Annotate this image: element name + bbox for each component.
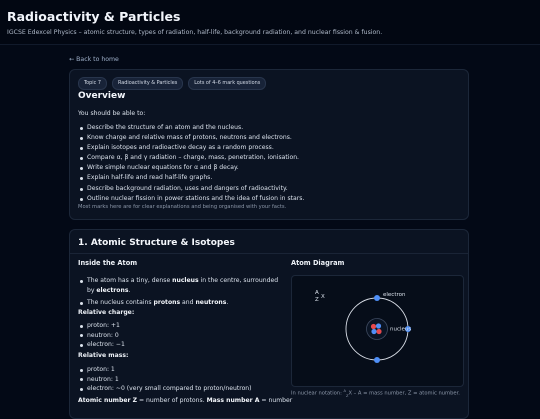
nuclear-notation-caption: In nuclear notation: $^A_Z$X – A = mass number, Z = atomic number.: [291, 389, 460, 398]
list-item: Write simple nuclear equations for α and β decay.: [78, 163, 304, 173]
overview-heading: Overview: [78, 91, 126, 101]
list-item: electron: ~0 (very small compared to proton/neutron): [78, 384, 293, 394]
list-item: Describe background radiation, uses and dangers of radioactivity.: [78, 184, 304, 194]
list-item: Compare α, β and γ radiation – charge, mass, penetration, ionisation.: [78, 153, 304, 163]
relative-mass-label: Relative mass:: [78, 352, 129, 359]
overview-card: [69, 69, 469, 220]
inside-atom-heading: Inside the Atom: [78, 259, 138, 267]
nucleus-outline: [367, 319, 388, 340]
back-to-home-link[interactable]: ← Back to home: [69, 56, 119, 63]
overview-intro: You should be able to:: [78, 110, 146, 117]
section-divider: [70, 253, 468, 254]
notation-z-label: Z: [315, 297, 319, 303]
objectives-list: [78, 123, 304, 204]
atom-diagram: [291, 275, 464, 387]
list-item: The atom has a tiny, dense nucleus in the centre, surrounded by electrons.: [78, 276, 283, 295]
proton-dot: [371, 324, 376, 329]
list-item: electron: −1: [78, 340, 125, 350]
chip-topic-name: Radioactivity & Particles: [112, 77, 183, 90]
notation-a-label: A: [315, 290, 319, 296]
list-item: Explain half-life and read half-life graphs.: [78, 173, 304, 183]
list-item: proton: 1: [78, 365, 293, 375]
list-item: The nucleus contains protons and neutrons.: [78, 298, 283, 308]
list-item: Outline nuclear fission in power stations and the idea of fusion in stars.: [78, 194, 304, 204]
relative-charge-label: Relative charge:: [78, 309, 135, 316]
list-item: Explain isotopes and radioactive decay as a random process.: [78, 143, 304, 153]
proton-dot: [376, 329, 381, 334]
list-item: Describe the structure of an atom and the nucleus.: [78, 123, 304, 133]
electron-dot: [374, 357, 380, 363]
list-item: proton: +1: [78, 321, 125, 331]
list-item: neutron: 1: [78, 375, 293, 385]
nucleus-list: [78, 276, 283, 308]
notation-x-label: X: [321, 294, 325, 300]
chip-topic-number: Topic 7: [78, 77, 107, 90]
section-heading: 1. Atomic Structure & Isotopes: [78, 238, 235, 248]
atomic-structure-card: [69, 229, 469, 419]
list-item: neutron: 0: [78, 331, 125, 341]
top-header: [0, 0, 540, 45]
atom-diagram-heading: Atom Diagram: [291, 259, 345, 267]
charge-list: [78, 321, 125, 350]
atomic-number-definition: Atomic number Z = number of protons. Mass number A = number: [78, 397, 293, 404]
page-title: Radioactivity & Particles: [7, 9, 181, 24]
neutron-dot: [371, 329, 376, 334]
chip-question-type: Lots of 4–6 mark questions: [188, 77, 266, 90]
electron-label: electron: [383, 292, 406, 298]
overview-footnote: Most marks here are for clear explanations and being organised with your facts.: [78, 204, 287, 210]
nucleus-label: nucleus: [390, 326, 412, 333]
page-subtitle: IGCSE Edexcel Physics – atomic structure, types of radiation, half-life, background radiation, and nuclear fission & fusion.: [7, 29, 383, 36]
list-item: Know charge and relative mass of protons, neutrons and electrons.: [78, 133, 304, 143]
atom-diagram-svg: [292, 276, 463, 386]
topic-chips: [78, 77, 266, 90]
neutron-dot: [376, 323, 381, 328]
mass-list: [78, 365, 293, 394]
electron-dot: [374, 295, 380, 301]
